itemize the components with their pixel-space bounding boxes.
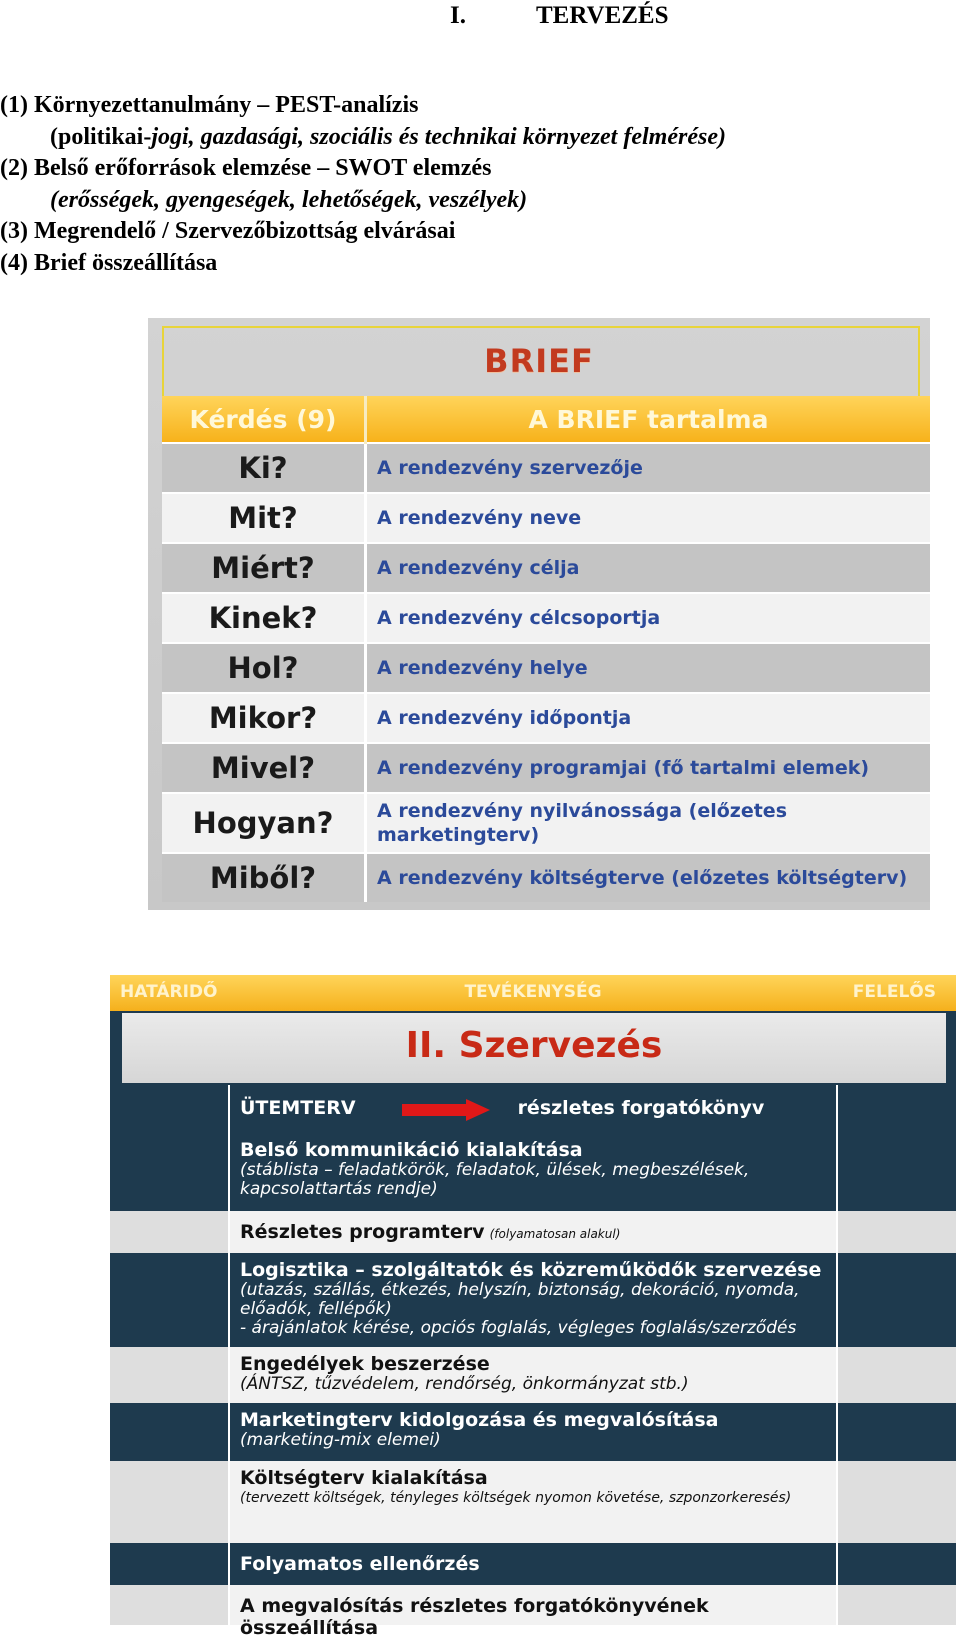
outline-item-1: (1) Környezettanulmány – PEST-analízis xyxy=(0,92,419,118)
szervezes-title-box xyxy=(122,1013,946,1083)
outline-item-1-sub xyxy=(0,122,726,154)
outline-item-2-sub: (erősségek, gyengeségek, lehetőségek, veszélyek) xyxy=(50,186,528,213)
outline-item-4: (4) Brief összeállítása xyxy=(0,249,218,276)
row-monitoring-title: Folyamatos ellenőrzés xyxy=(240,1553,480,1575)
brief-question: Mit? xyxy=(162,493,366,543)
row-program-note: (folyamatosan alakul) xyxy=(489,1227,621,1241)
brief-question: Ki? xyxy=(162,443,366,493)
brief-answer: A rendezvény helye xyxy=(366,643,931,693)
table-row xyxy=(162,793,930,853)
table-row xyxy=(162,693,930,743)
brief-question: Kinek? xyxy=(162,593,366,643)
row-logistics-title: Logisztika – szolgáltatók és közreműködők szervezése xyxy=(240,1259,822,1281)
brief-question: Miből? xyxy=(162,853,366,902)
list-item xyxy=(110,1543,956,1585)
row-budget-title: Költségterv kialakítása xyxy=(240,1467,488,1489)
list-item xyxy=(110,1461,956,1543)
table-row xyxy=(162,543,930,593)
szervezes-figure xyxy=(110,975,956,1639)
list-item xyxy=(110,1211,956,1253)
row-internal-comm-detail: (stáblista – feladatkörök, feladatok, ülések, megbeszélések, kapcsolattartás rendje) xyxy=(240,1160,750,1199)
heading-title: TERVEZÉS xyxy=(536,2,669,29)
row-final-script-title: A megvalósítás részletes forgatókönyvének összeállítása xyxy=(240,1595,709,1639)
brief-figure xyxy=(148,318,930,910)
list-item xyxy=(110,1133,956,1211)
row-logistics-detail-2: - árajánlatok kérése, opciós foglalás, végleges foglalás/szerződés xyxy=(240,1318,797,1338)
list-item xyxy=(110,1347,956,1403)
col-deadline: HATÁRIDŐ xyxy=(120,982,218,1002)
row-program-title: Részletes programterv xyxy=(240,1221,485,1243)
brief-question: Mivel? xyxy=(162,743,366,793)
row-marketing-detail: (marketing-mix elemei) xyxy=(240,1430,441,1450)
brief-answer: A rendezvény célcsoportja xyxy=(366,593,931,643)
brief-answer: A rendezvény időpontja xyxy=(366,693,931,743)
table-row xyxy=(162,493,930,543)
szervezes-title: II. Szervezés xyxy=(405,1025,663,1066)
row-internal-comm-title: Belső kommunikáció kialakítása xyxy=(240,1139,583,1161)
brief-answer: A rendezvény nyilvánossága (előzetes marketingterv) xyxy=(366,793,931,853)
col-activity: TEVÉKENYSÉG xyxy=(464,982,602,1002)
brief-answer: A rendezvény szervezője xyxy=(366,443,931,493)
table-row xyxy=(162,643,930,693)
arrow-right-icon xyxy=(402,1099,490,1121)
outline-item-2: (2) Belső erőforrások elemzése – SWOT elemzés xyxy=(0,155,492,181)
outline-list xyxy=(0,90,726,279)
outline-item-1-sub-prefix: (politikai- xyxy=(50,123,152,150)
list-item xyxy=(110,1085,956,1133)
row-schedule-target: részletes forgatókönyv xyxy=(517,1097,765,1119)
row-marketing-title: Marketingterv kidolgozása és megvalósítása xyxy=(240,1409,719,1431)
row-logistics-detail: (utazás, szállás, étkezés, helyszín, biztonság, dekoráció, nyomda, előadók, fellépők) xyxy=(240,1280,800,1319)
brief-question: Mikor? xyxy=(162,693,366,743)
row-schedule-label: ÜTEMTERV xyxy=(240,1097,356,1119)
brief-col-question: Kérdés (9) xyxy=(162,396,366,443)
brief-question: Hogyan? xyxy=(162,793,366,853)
brief-question: Hol? xyxy=(162,643,366,693)
page-heading xyxy=(450,2,669,30)
row-permits-title: Engedélyek beszerzése xyxy=(240,1353,490,1375)
table-row xyxy=(162,593,930,643)
brief-answer: A rendezvény neve xyxy=(366,493,931,543)
row-permits-detail: (ÁNTSZ, tűzvédelem, rendőrség, önkormányzat stb.) xyxy=(240,1374,689,1394)
brief-col-content: A BRIEF tartalma xyxy=(366,396,931,443)
row-budget-detail: (tervezett költségek, tényleges költségek nyomon követése, szponzorkeresés) xyxy=(240,1490,792,1506)
brief-title: BRIEF xyxy=(484,342,594,380)
table-row xyxy=(162,443,930,493)
table-row xyxy=(162,853,930,902)
table-row xyxy=(162,743,930,793)
list-item xyxy=(110,1403,956,1461)
brief-answer: A rendezvény célja xyxy=(366,543,931,593)
szervezes-header-row xyxy=(110,975,956,1011)
brief-table xyxy=(162,396,930,902)
brief-answer: A rendezvény költségterve (előzetes költségterv) xyxy=(366,853,931,902)
col-responsible: FELELŐS xyxy=(852,982,936,1002)
szervezes-rows xyxy=(110,1085,956,1639)
outline-item-1-sub-text: jogi, gazdasági, szociális és technikai környezet felmérése) xyxy=(151,123,726,150)
heading-number: I. xyxy=(450,2,466,29)
brief-answer: A rendezvény programjai (fő tartalmi elemek) xyxy=(366,743,931,793)
outline-item-3: (3) Megrendelő / Szervezőbizottság elvárásai xyxy=(0,218,456,244)
list-item xyxy=(110,1585,956,1639)
list-item xyxy=(110,1253,956,1347)
brief-header-row xyxy=(162,396,930,443)
brief-question: Miért? xyxy=(162,543,366,593)
